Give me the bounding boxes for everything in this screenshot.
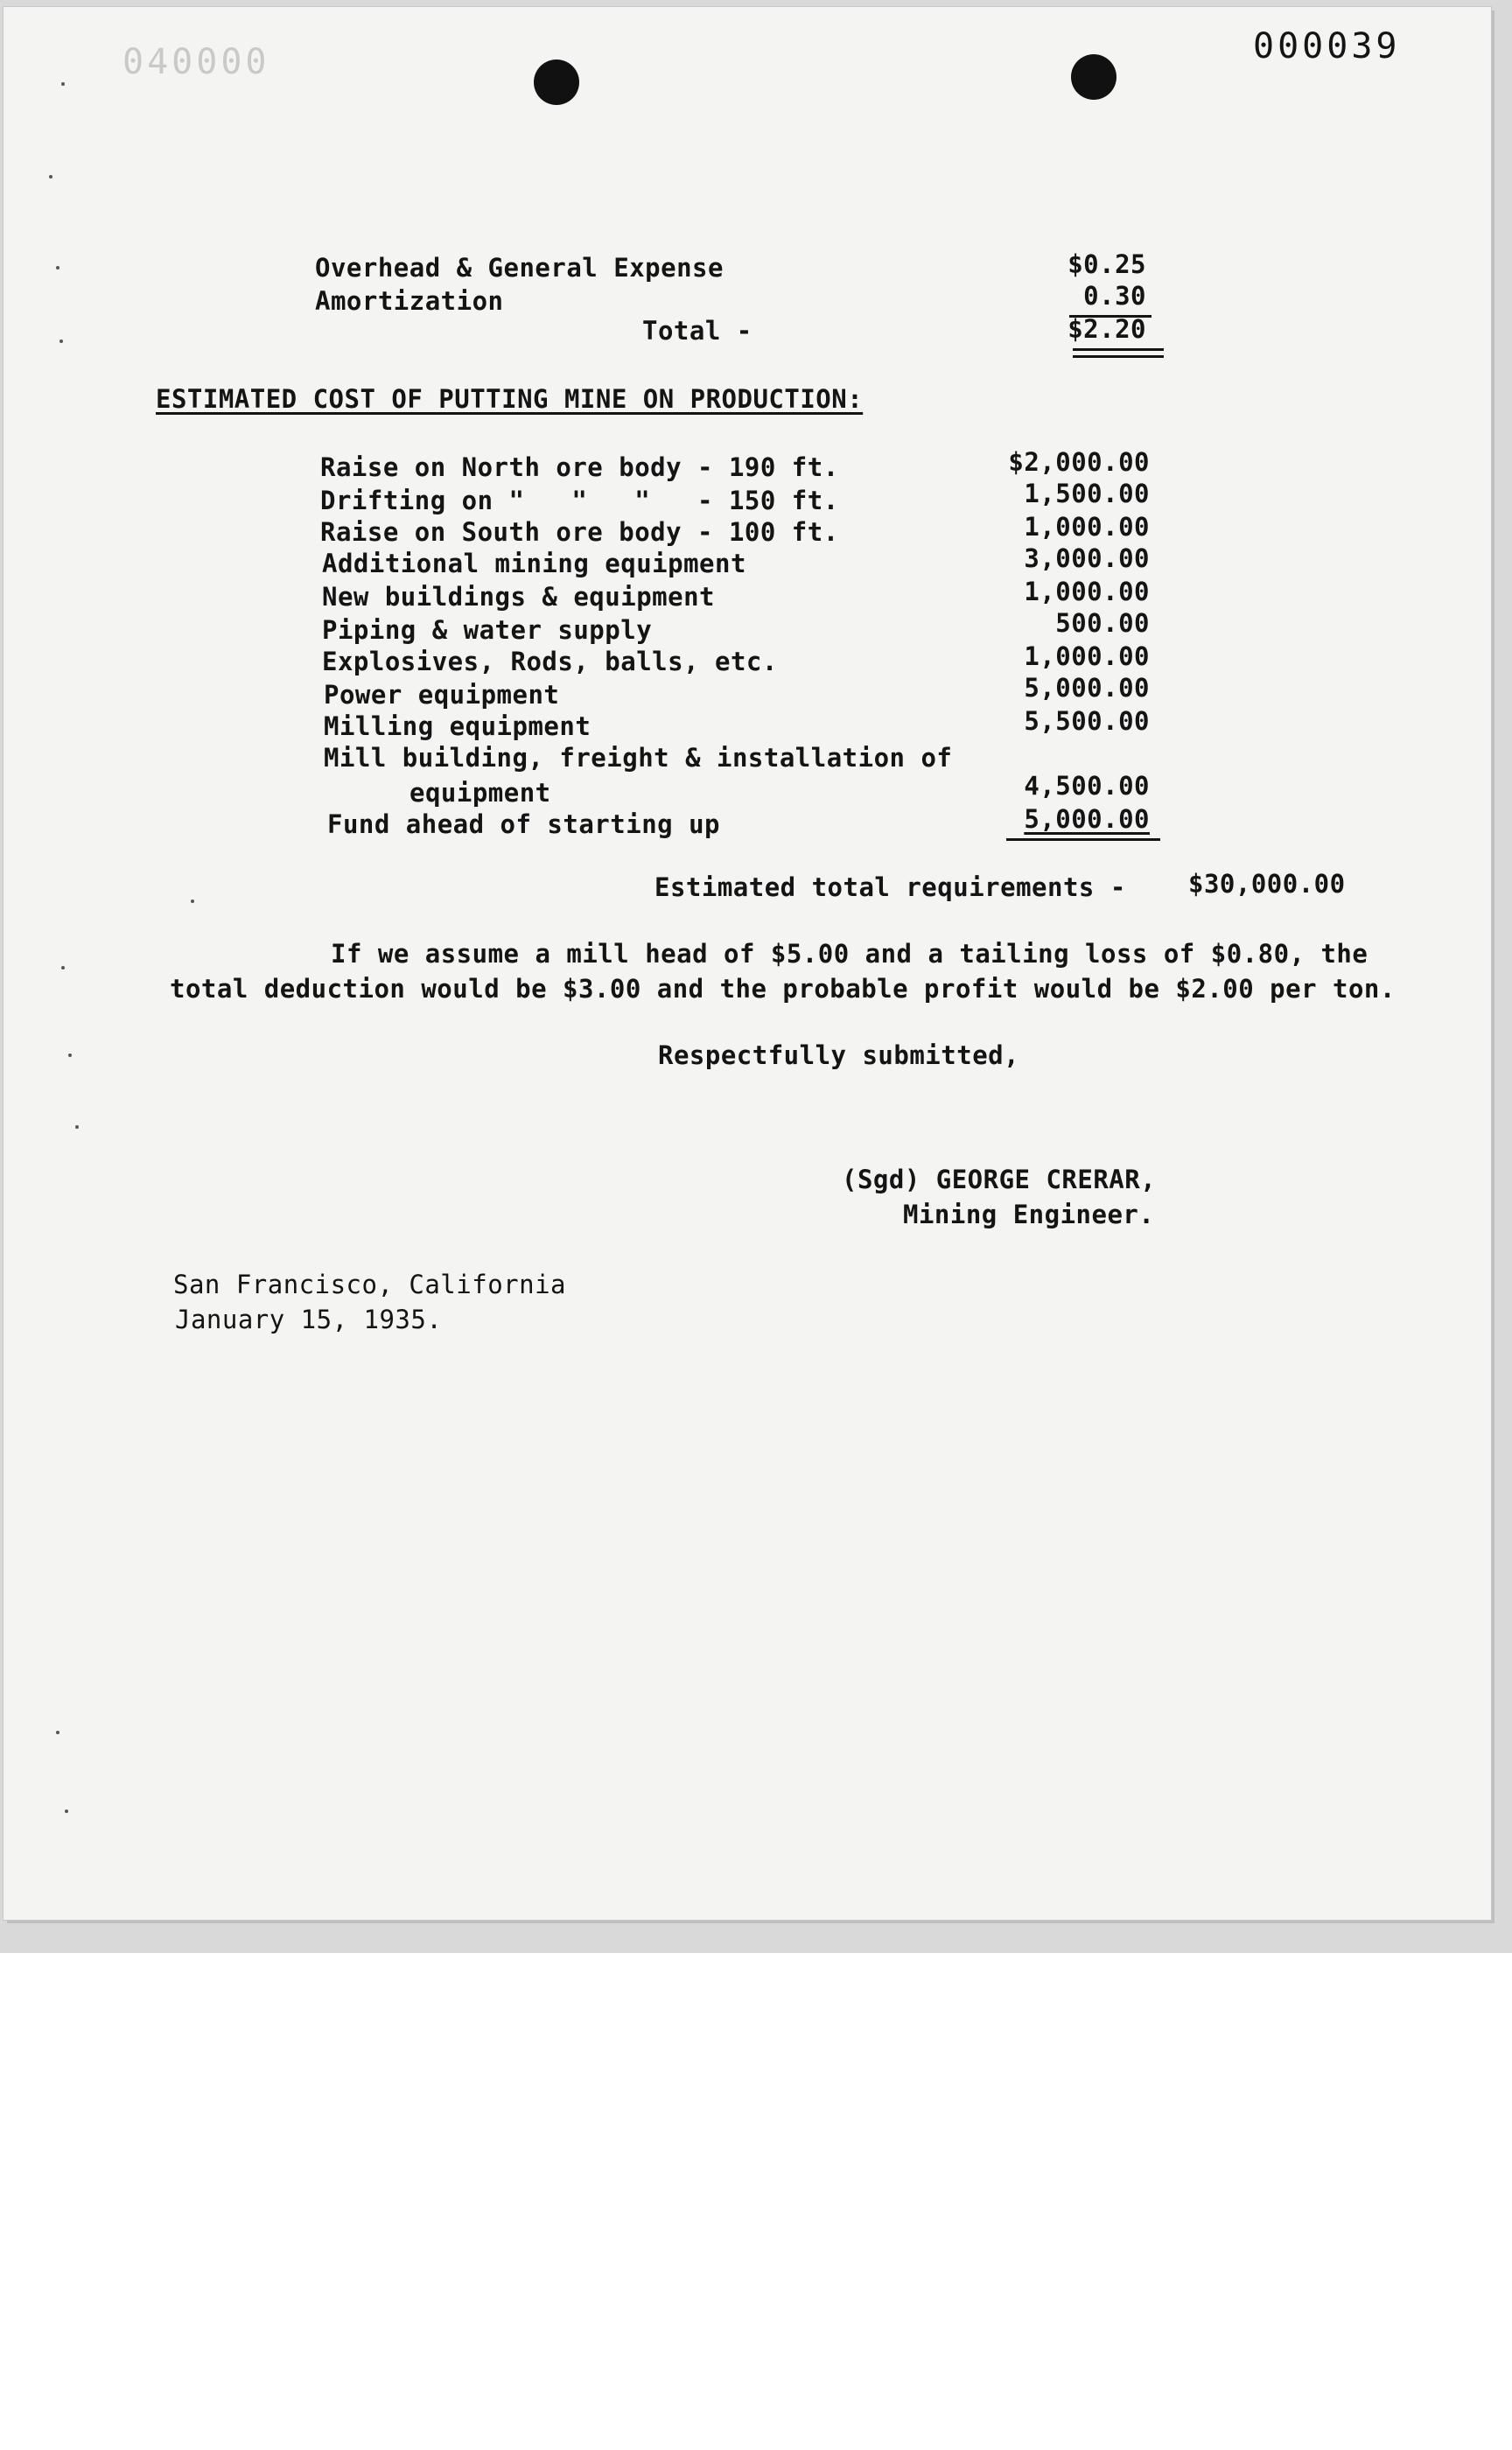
margin-speck	[61, 966, 65, 970]
total-label: Total -	[642, 316, 752, 346]
prod-label: Piping & water supply	[322, 615, 653, 645]
prod-amount: 3,000.00	[1024, 543, 1150, 573]
total-double-rule-top	[1073, 348, 1164, 351]
cost-label-overhead: Overhead & General Expense	[315, 253, 724, 283]
margin-speck	[68, 1054, 72, 1057]
prod-amount: 5,500.00	[1024, 706, 1150, 736]
prod-label: Fund ahead of starting up	[327, 809, 720, 839]
margin-speck	[191, 900, 194, 903]
prod-label: Mill building, freight & installation of	[324, 743, 953, 773]
margin-speck	[60, 340, 63, 343]
prod-amount: 1,000.00	[1024, 641, 1150, 671]
margin-speck	[61, 82, 65, 86]
margin-speck	[75, 1125, 79, 1129]
document-page	[4, 7, 1491, 1920]
grand-total-amount: $30,000.00	[1188, 869, 1346, 899]
total-double-rule-bottom	[1073, 355, 1164, 358]
prod-amount: $2,000.00	[1008, 447, 1150, 477]
prod-label: Explosives, Rods, balls, etc.	[322, 647, 778, 676]
signature: (Sgd) GEORGE CRERAR,	[842, 1165, 1157, 1194]
prod-label: Milling equipment	[324, 711, 592, 741]
margin-speck	[49, 175, 52, 178]
conclusion-line-1: If we assume a mill head of $5.00 and a tailing loss of $0.80, the	[331, 939, 1368, 969]
signer-title: Mining Engineer.	[903, 1200, 1155, 1229]
prod-amount: 4,500.00	[1024, 771, 1150, 801]
page-number: 000039	[1253, 26, 1401, 66]
cost-amount-overhead: $0.25	[1068, 249, 1146, 279]
total-amount: $2.20	[1068, 314, 1146, 344]
date: January 15, 1935.	[175, 1305, 443, 1334]
prod-label: Drifting on " " " - 150 ft.	[320, 486, 839, 515]
punch-hole-right	[1071, 54, 1116, 100]
prod-label: Additional mining equipment	[322, 549, 746, 578]
cost-label-amortization: Amortization	[315, 286, 504, 316]
prod-label: equipment	[410, 778, 551, 808]
prod-label: New buildings & equipment	[322, 582, 715, 612]
prod-amount: 1,000.00	[1024, 577, 1150, 606]
prod-amount: 5,000.00	[1024, 673, 1150, 703]
prod-amount: 1,500.00	[1024, 479, 1150, 508]
prod-amount: 1,000.00	[1024, 512, 1150, 542]
prod-label: Raise on South ore body - 100 ft.	[320, 517, 839, 547]
section-heading: ESTIMATED COST OF PUTTING MINE ON PRODUCTION:	[156, 384, 864, 414]
faint-stamp: 040000	[122, 42, 270, 82]
margin-speck	[56, 1731, 60, 1734]
prod-amount: 5,000.00	[1024, 804, 1150, 834]
grand-total-label: Estimated total requirements -	[654, 872, 1126, 902]
punch-hole-left	[534, 60, 579, 105]
salutation: Respectfully submitted,	[658, 1040, 1020, 1070]
production-subtotal-rule	[1006, 838, 1160, 841]
margin-speck	[65, 1810, 68, 1813]
place: San Francisco, California	[173, 1270, 566, 1299]
margin-speck	[56, 266, 60, 270]
prod-label: Power equipment	[324, 680, 560, 710]
prod-label: Raise on North ore body - 190 ft.	[320, 452, 839, 482]
conclusion-line-2: total deduction would be $3.00 and the probable profit would be $2.00 per ton.	[170, 974, 1396, 1004]
prod-amount: 500.00	[1055, 608, 1150, 638]
cost-amount-amortization: 0.30	[1083, 281, 1146, 311]
